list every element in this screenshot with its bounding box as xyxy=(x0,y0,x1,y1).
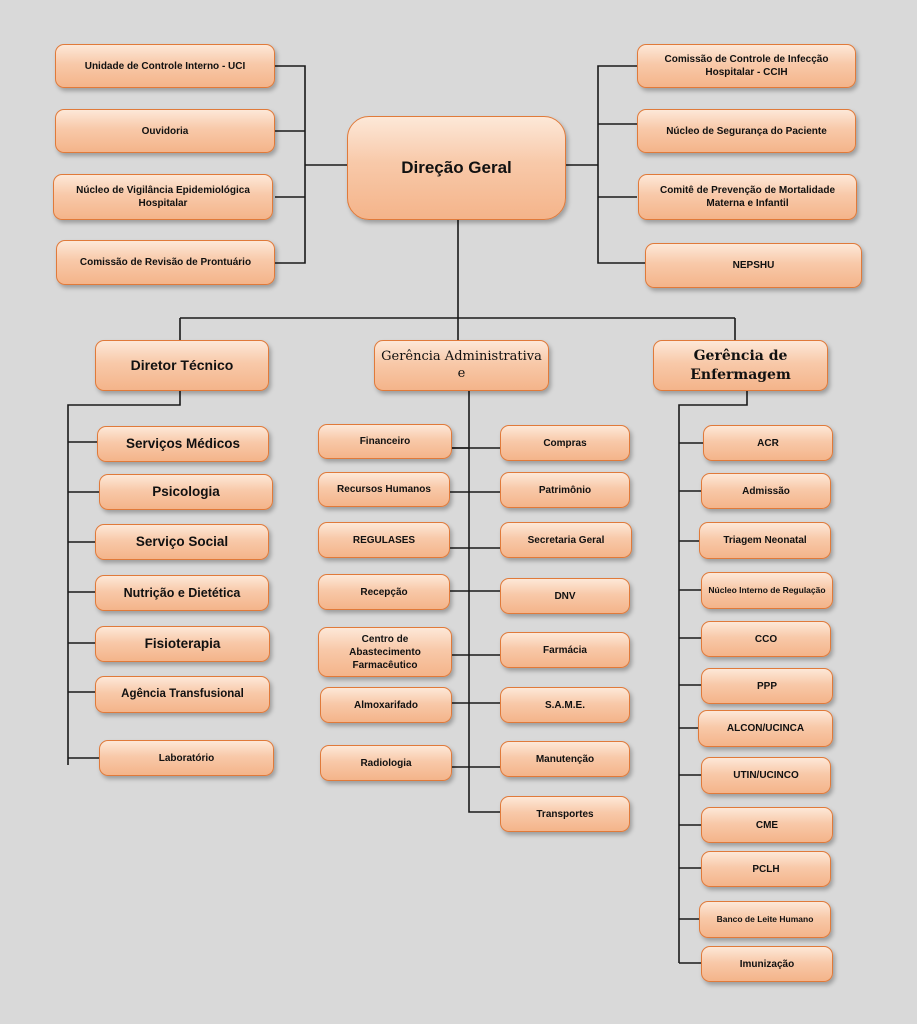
recepcao-box: Recepção xyxy=(318,574,450,610)
recursos-humanos-box: Recursos Humanos xyxy=(318,472,450,507)
cme-box: CME xyxy=(701,807,833,843)
nutricao-dietetica-box: Nutrição e Dietética xyxy=(95,575,269,611)
servico-social-box: Serviço Social xyxy=(95,524,269,560)
ouvidoria-box: Ouvidoria xyxy=(55,109,275,153)
acr-box: ACR xyxy=(703,425,833,461)
vigilancia-epidemiologica-box: Núcleo de Vigilância Epidemiológica Hospitalar xyxy=(53,174,273,220)
nepshu-box: NEPSHU xyxy=(645,243,862,288)
farmacia-box: Farmácia xyxy=(500,632,630,668)
servicos-medicos-box: Serviços Médicos xyxy=(97,426,269,462)
ppp-box: PPP xyxy=(701,668,833,704)
laboratorio-box: Laboratório xyxy=(99,740,274,776)
uci-box: Unidade de Controle Interno - UCI xyxy=(55,44,275,88)
admissao-box: Admissão xyxy=(701,473,831,509)
regulases-box: REGULASES xyxy=(318,522,450,558)
seguranca-paciente-box: Núcleo de Segurança do Paciente xyxy=(637,109,856,153)
agencia-transfusional-box: Agência Transfusional xyxy=(95,676,270,713)
utin-ucinco-box: UTIN/UCINCO xyxy=(701,757,831,794)
nucleo-interno-regulacao-box: Núcleo Interno de Regulação xyxy=(701,572,833,609)
compras-box: Compras xyxy=(500,425,630,461)
ccih-box: Comissão de Controle de Infecção Hospitalar - CCIH xyxy=(637,44,856,88)
banco-leite-humano-box: Banco de Leite Humano xyxy=(699,901,831,938)
revisao-prontuario-box: Comissão de Revisão de Prontuário xyxy=(56,240,275,285)
mortalidade-materna-box: Comitê de Prevenção de Mortalidade Materna e Infantil xyxy=(638,174,857,220)
centro-abastecimento-box: Centro de Abastecimento Farmacêutico xyxy=(318,627,452,677)
patrimonio-box: Patrimônio xyxy=(500,472,630,508)
imunizacao-box: Imunização xyxy=(701,946,833,982)
fisioterapia-box: Fisioterapia xyxy=(95,626,270,662)
gerencia-administrativa-box: Gerência Administrativa e xyxy=(374,340,549,391)
same-box: S.A.M.E. xyxy=(500,687,630,723)
direcao-geral-box: Direção Geral xyxy=(347,116,566,220)
dnv-box: DNV xyxy=(500,578,630,614)
radiologia-box: Radiologia xyxy=(320,745,452,781)
diretor-tecnico-box: Diretor Técnico xyxy=(95,340,269,391)
triagem-neonatal-box: Triagem Neonatal xyxy=(699,522,831,559)
pclh-box: PCLH xyxy=(701,851,831,887)
almoxarifado-box: Almoxarifado xyxy=(320,687,452,723)
gerencia-enfermagem-box: Gerência de Enfermagem xyxy=(653,340,828,391)
transportes-box: Transportes xyxy=(500,796,630,832)
manutencao-box: Manutenção xyxy=(500,741,630,777)
financeiro-box: Financeiro xyxy=(318,424,452,459)
secretaria-geral-box: Secretaria Geral xyxy=(500,522,632,558)
cco-box: CCO xyxy=(701,621,831,657)
psicologia-box: Psicologia xyxy=(99,474,273,510)
alcon-ucinca-box: ALCON/UCINCA xyxy=(698,710,833,747)
